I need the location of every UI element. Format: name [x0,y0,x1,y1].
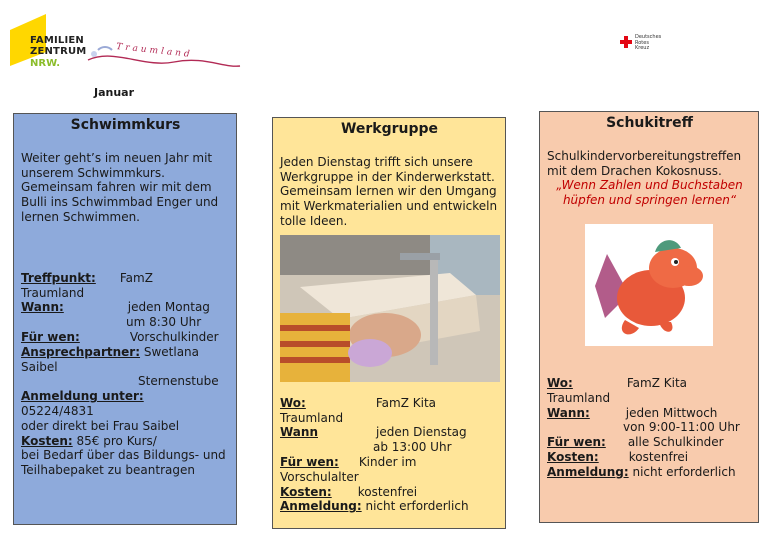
info-value: Vorschulkinder [129,329,219,344]
info-fuer-wen [547,435,752,450]
info-ansprechpartner [21,345,230,360]
info-treffpunkt [21,271,230,286]
drk-logo [620,34,680,54]
info-value: Kinder im [358,454,417,469]
info-value-cont: Saibel [21,359,58,374]
swoosh-icon [84,38,244,78]
info-wo [547,376,752,391]
info-value: jeden Dienstag [376,425,467,440]
info-label: Wann [280,425,318,440]
info-label: Kosten: [547,449,599,464]
info-label: Für wen: [547,435,606,450]
info-fuer-wen [21,330,230,345]
info-anmeldung [547,465,752,480]
info-value-cont: von 9:00-11:00 Uhr [623,420,740,435]
card-schukitreff [539,111,759,523]
info-value: FamZ [119,270,153,285]
info-value: nicht erforderlich [632,464,736,479]
logo-nrw: NRW. [30,58,61,69]
logo-line-familien: FAMILIEN [30,35,84,46]
info-anmeldung [280,499,499,514]
info-label: Treffpunkt: [21,270,96,285]
info-value-cont: Sternenstube [138,374,219,389]
info-value-cont: oder direkt bei Frau Saibel [21,418,180,433]
info-value: jeden Mittwoch [625,405,718,420]
card-title: Werkgruppe [340,121,439,137]
drk-wordmark [635,35,661,52]
info-value: Swetlana [143,344,200,359]
card-intro: Jeden Dienstag trifft sich unsere Werkgruppe in der Kinderwerkstatt. Gemeinsam lernen wir den Umgang mit Werkmaterialien und entwickeln tolle Ideen. [280,154,498,228]
info-value: nicht erforderlich [365,499,469,514]
card-title: Schukitreff [606,115,693,131]
info-label: Ansprechpartner: [21,344,141,359]
card-intro: Weiter geht’s im neuen Jahr mit unserem Schwimmkurs. Gemeinsam fahren wir mit dem Bulli ins Schwimmbad Enger und lernen Schwimmen. [21,150,219,224]
red-cross-icon [620,36,632,48]
info-wann [21,300,230,315]
info-fuer-wen [280,455,499,470]
card-schwimmkurs [13,113,237,525]
info-value: jeden Montag [127,300,210,315]
info-kosten [547,450,752,465]
info-phone: 05224/4831 [21,403,94,418]
woodwork-photo [280,235,500,382]
info-value-cont: Traumland [547,390,611,405]
info-value: FamZ Kita [626,375,687,390]
info-value: kostenfrei [628,449,689,464]
month-heading: Januar [94,86,135,99]
dragon-kokosnuss-illustration [585,224,713,346]
drk-line-1: Deutsches [635,34,662,40]
info-label: Anmeldung: [547,464,629,479]
info-value-cont: um 8:30 Uhr [126,315,202,330]
info-value-cont: bei Bedarf über das Bildungs- und Teilhabepaket zu beantragen [21,448,226,478]
info-label: Wann: [547,405,590,420]
card-quote: „Wenn Zahlen und Buchstaben hüpfen und springen lernen“ [556,178,743,208]
info-label: Wann: [21,300,64,315]
info-value-cont: ab 13:00 Uhr [373,440,452,455]
info-label: Anmeldung: [280,499,362,514]
info-value-cont: Traumland [21,285,85,300]
info-label: Kosten: [280,484,332,499]
card-werkgruppe [272,117,506,529]
info-wo [280,396,499,411]
info-kosten [280,485,499,500]
drk-line-2: Rotes [635,39,649,46]
info-value-cont: Traumland [280,410,344,425]
info-label: Für wen: [280,454,339,469]
info-label: Wo: [280,395,306,410]
info-wann [547,406,752,421]
drk-line-3: Kreuz [635,45,650,52]
info-label: Für wen: [21,329,80,344]
info-label: Kosten: [21,433,73,448]
info-wann [280,425,499,440]
info-value: kostenfrei [357,484,418,499]
info-anmeldung-label: Anmeldung unter: [21,389,144,404]
logo-line-zentrum: ZENTRUM [30,45,87,57]
info-value-cont: Vorschulalter [280,469,359,484]
logo-traumland-script: Traumland [115,42,194,60]
info-value: FamZ Kita [375,395,436,410]
info-kosten [21,434,230,449]
familienzentrum-logo [8,12,248,74]
info-value: 85€ pro Kurs/ [76,433,157,448]
card-title: Schwimmkurs [70,117,181,133]
card-intro: Schulkindervorbereitungstreffen mit dem Drachen Kokosnuss. [547,148,742,178]
logo-wordmark [30,36,86,57]
info-label: Wo: [547,375,573,390]
info-value: alle Schulkinder [627,435,724,450]
